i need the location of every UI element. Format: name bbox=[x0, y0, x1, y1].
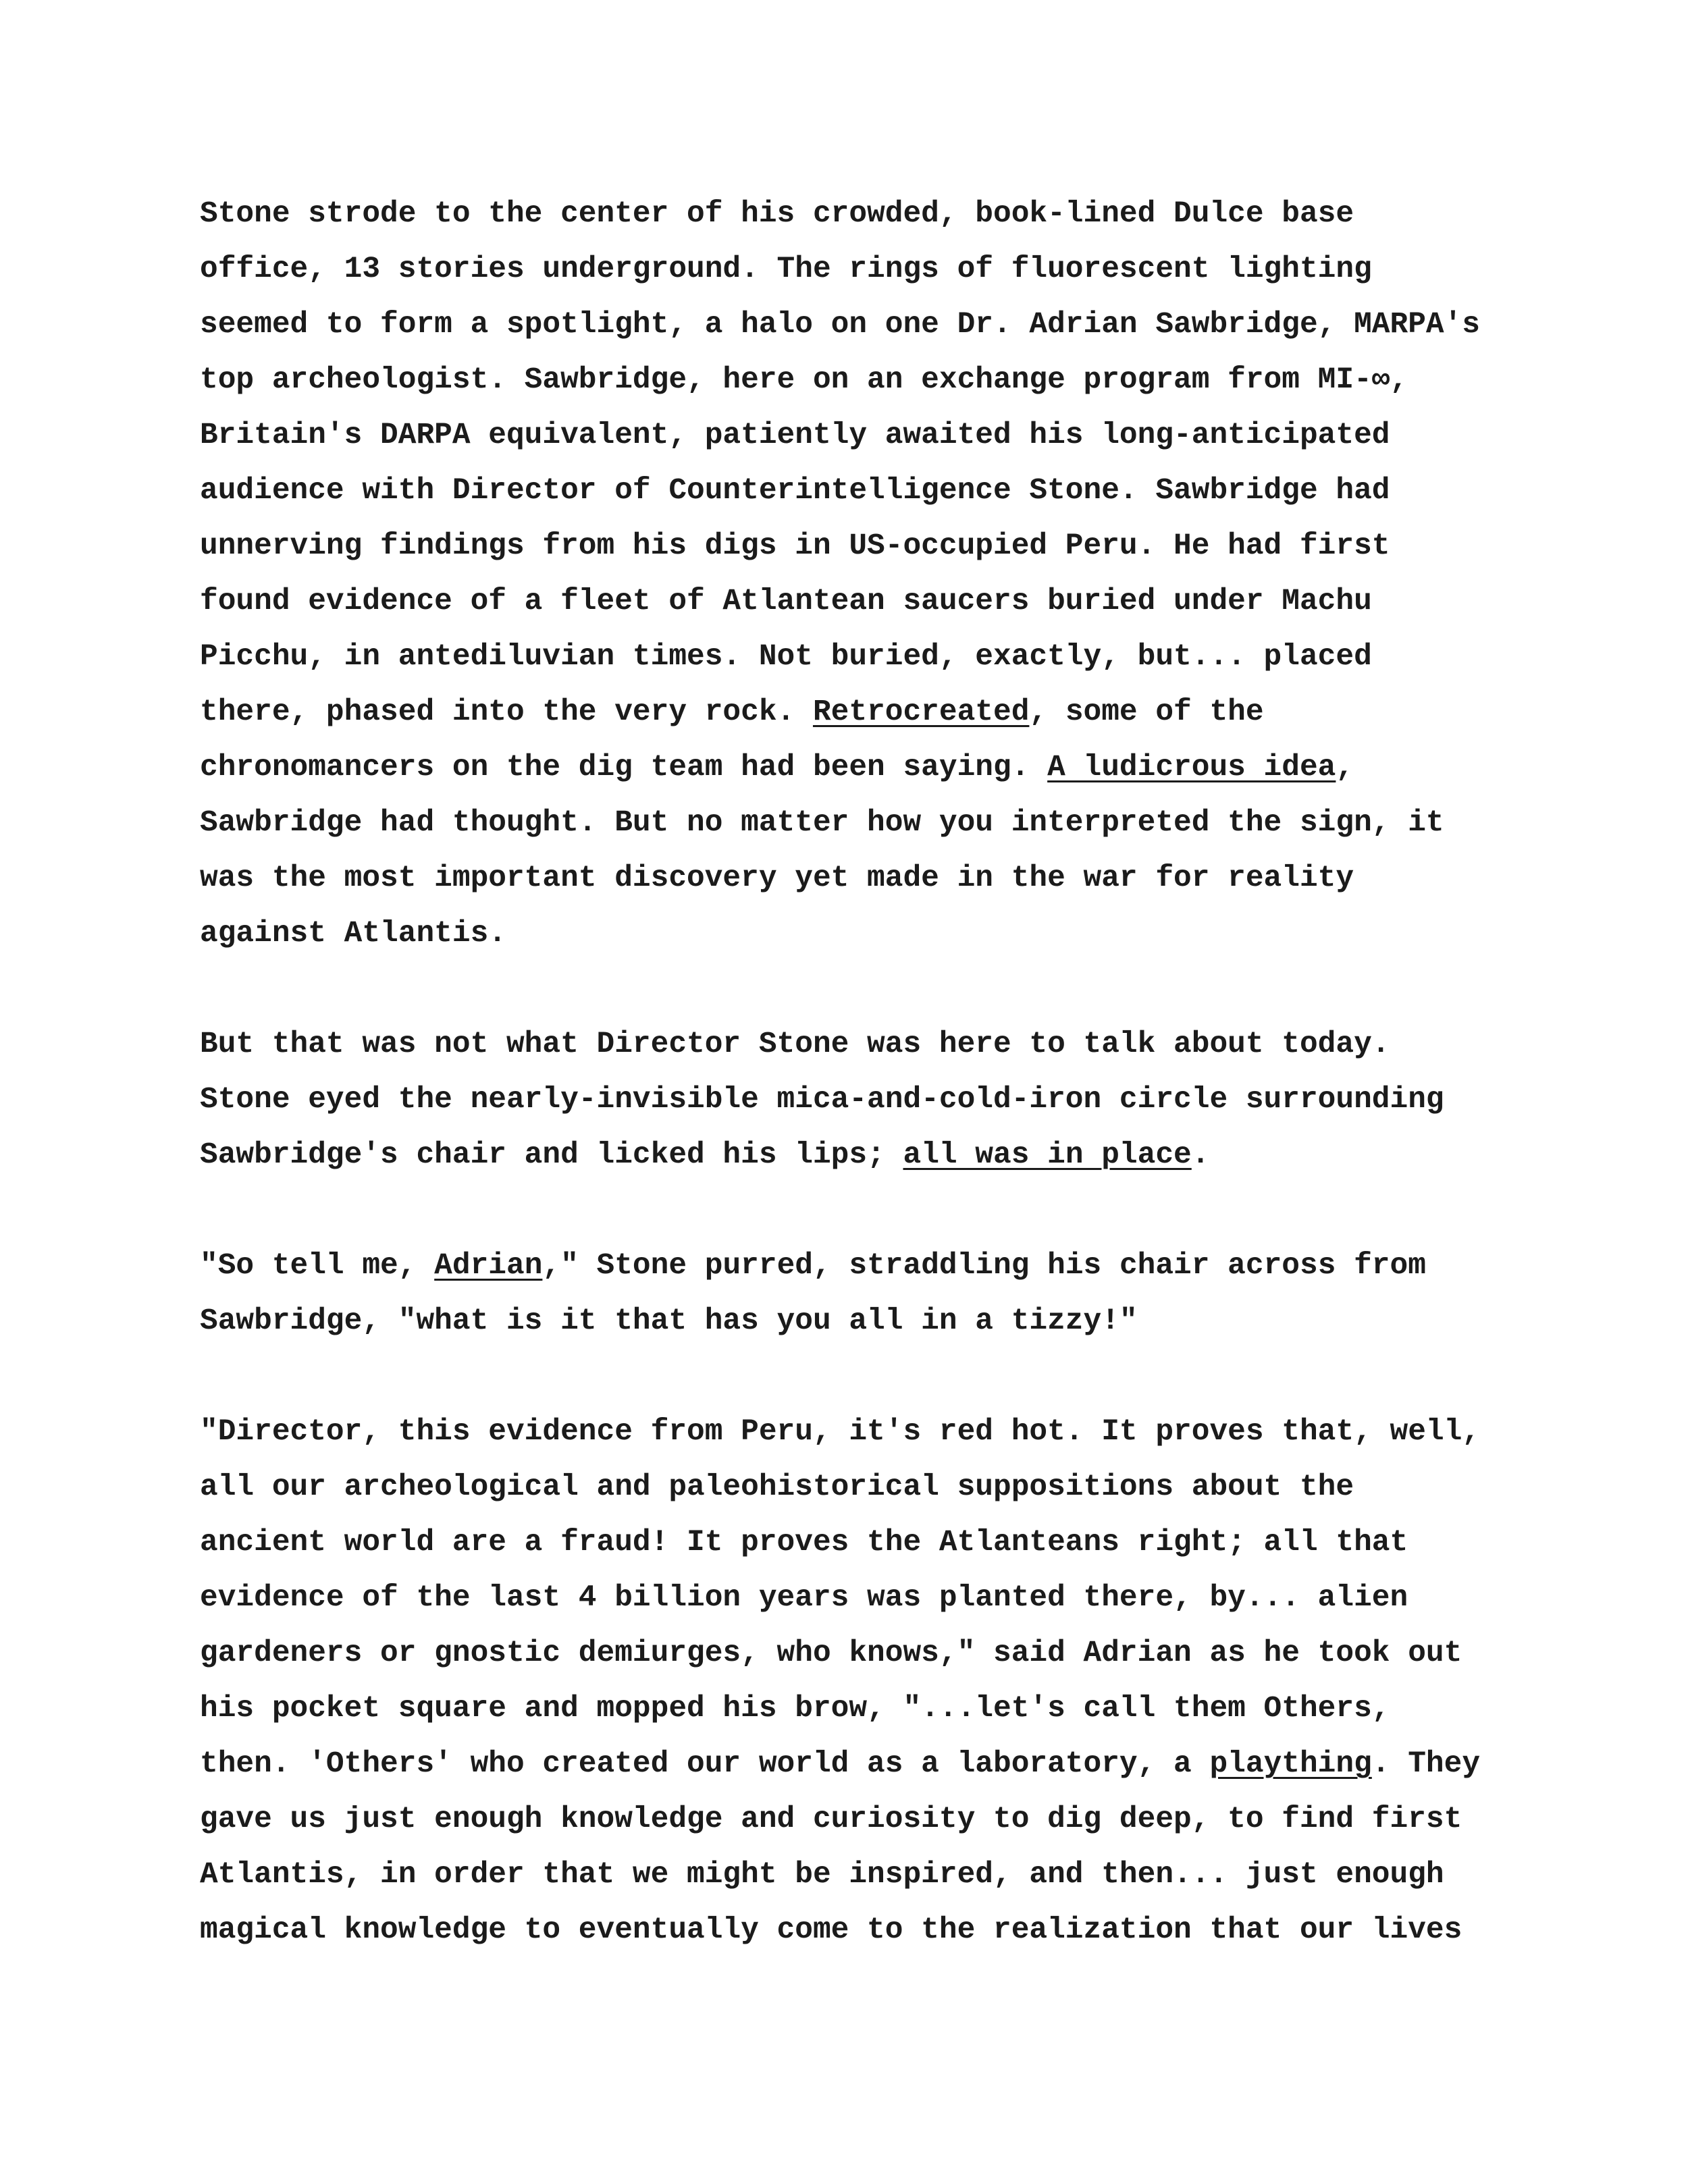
text-run: top archeologist. Sawbridge, here on an exchange program from MI-∞, bbox=[200, 363, 1408, 397]
text-line bbox=[200, 1404, 1564, 1460]
text-line bbox=[200, 1570, 1564, 1626]
text-run: , bbox=[1336, 751, 1354, 784]
text-run: Picchu, in antediluvian times. Not buried, exactly, but... placed bbox=[200, 640, 1372, 674]
text-run: , some of the bbox=[1029, 695, 1264, 729]
text-run: evidence of the last 4 billion years was planted there, by... alien bbox=[200, 1581, 1408, 1615]
paragraph bbox=[200, 1017, 1564, 1183]
text-line bbox=[200, 297, 1564, 352]
underlined-text: all was in place bbox=[903, 1138, 1192, 1172]
text-run: audience with Director of Counterintelligence Stone. Sawbridge had bbox=[200, 474, 1390, 508]
text-run: all our archeological and paleohistorical suppositions about the bbox=[200, 1470, 1354, 1504]
text-run: Britain's DARPA equivalent, patiently awaited his long-anticipated bbox=[200, 419, 1390, 452]
underlined-text: Adrian bbox=[434, 1249, 543, 1283]
paragraph bbox=[200, 1404, 1564, 1958]
text-run: seemed to form a spotlight, a halo on one Dr. Adrian Sawbridge, MARPA's bbox=[200, 308, 1481, 342]
text-run: . bbox=[1191, 1138, 1210, 1172]
text-run: Stone eyed the nearly-invisible mica-and-cold-iron circle surrounding bbox=[200, 1083, 1444, 1117]
manuscript-text bbox=[200, 186, 1564, 2013]
text-line bbox=[200, 463, 1564, 518]
text-run: then. 'Others' who created our world as a laboratory, a bbox=[200, 1747, 1210, 1781]
text-run: But that was not what Director Stone was here to talk about today. bbox=[200, 1028, 1390, 1061]
text-line bbox=[200, 1460, 1564, 1515]
underlined-text: Retrocreated bbox=[812, 695, 1030, 729]
text-run: ," Stone purred, straddling his chair across from bbox=[542, 1249, 1426, 1283]
text-run: . They bbox=[1371, 1747, 1481, 1781]
paragraph bbox=[200, 186, 1564, 961]
text-line bbox=[200, 740, 1564, 795]
text-line bbox=[200, 1902, 1564, 1958]
text-line bbox=[200, 1736, 1564, 1792]
text-line bbox=[200, 574, 1564, 629]
text-run: gave us just enough knowledge and curiosity to dig deep, to find first bbox=[200, 1803, 1462, 1836]
text-line bbox=[200, 1847, 1564, 1902]
text-line bbox=[200, 186, 1564, 242]
text-run: Sawbridge had thought. But no matter how you interpreted the sign, it bbox=[200, 806, 1444, 840]
text-line bbox=[200, 629, 1564, 685]
text-run: "Director, this evidence from Peru, it's red hot. It proves that, well, bbox=[200, 1415, 1481, 1449]
text-line bbox=[200, 1017, 1564, 1072]
text-run: unnerving findings from his digs in US-occupied Peru. He had first bbox=[200, 529, 1390, 563]
text-run: was the most important discovery yet made in the war for reality bbox=[200, 861, 1354, 895]
text-line bbox=[200, 518, 1564, 574]
text-line bbox=[200, 685, 1564, 740]
text-line bbox=[200, 906, 1564, 961]
text-line bbox=[200, 1127, 1564, 1183]
text-line bbox=[200, 352, 1564, 408]
text-line bbox=[200, 795, 1564, 851]
text-run: gardeners or gnostic demiurges, who knows," said Adrian as he took out bbox=[200, 1636, 1462, 1670]
text-run: Stone strode to the center of his crowded, book-lined Dulce base bbox=[200, 197, 1354, 231]
text-line bbox=[200, 1626, 1564, 1681]
text-line bbox=[200, 1238, 1564, 1294]
text-run: "So tell me, bbox=[200, 1249, 435, 1283]
text-run: Atlantis, in order that we might be inspired, and then... just enough bbox=[200, 1858, 1444, 1892]
text-line bbox=[200, 1515, 1564, 1570]
text-run: Sawbridge's chair and licked his lips; bbox=[200, 1138, 903, 1172]
text-line bbox=[200, 1072, 1564, 1127]
text-run: his pocket square and mopped his brow, "...let's call them Others, bbox=[200, 1692, 1390, 1726]
text-line bbox=[200, 1792, 1564, 1847]
text-run: chronomancers on the dig team had been saying. bbox=[200, 751, 1048, 784]
text-line bbox=[200, 1294, 1564, 1349]
paragraph bbox=[200, 1238, 1564, 1349]
text-line bbox=[200, 242, 1564, 297]
text-run: found evidence of a fleet of Atlantean saucers buried under Machu bbox=[200, 585, 1372, 618]
text-run: magical knowledge to eventually come to the realization that our lives bbox=[200, 1913, 1462, 1947]
text-line bbox=[200, 851, 1564, 906]
text-run: against Atlantis. bbox=[200, 917, 506, 951]
text-line bbox=[200, 408, 1564, 463]
text-run: there, phased into the very rock. bbox=[200, 695, 813, 729]
text-run: office, 13 stories underground. The rings of fluorescent lighting bbox=[200, 252, 1372, 286]
underlined-text: A ludicrous idea bbox=[1047, 751, 1336, 784]
text-run: ancient world are a fraud! It proves the Atlanteans right; all that bbox=[200, 1526, 1408, 1560]
text-line bbox=[200, 1681, 1564, 1736]
text-run: Sawbridge, "what is it that has you all in a tizzy!" bbox=[200, 1304, 1138, 1338]
underlined-text: plaything bbox=[1209, 1747, 1372, 1781]
